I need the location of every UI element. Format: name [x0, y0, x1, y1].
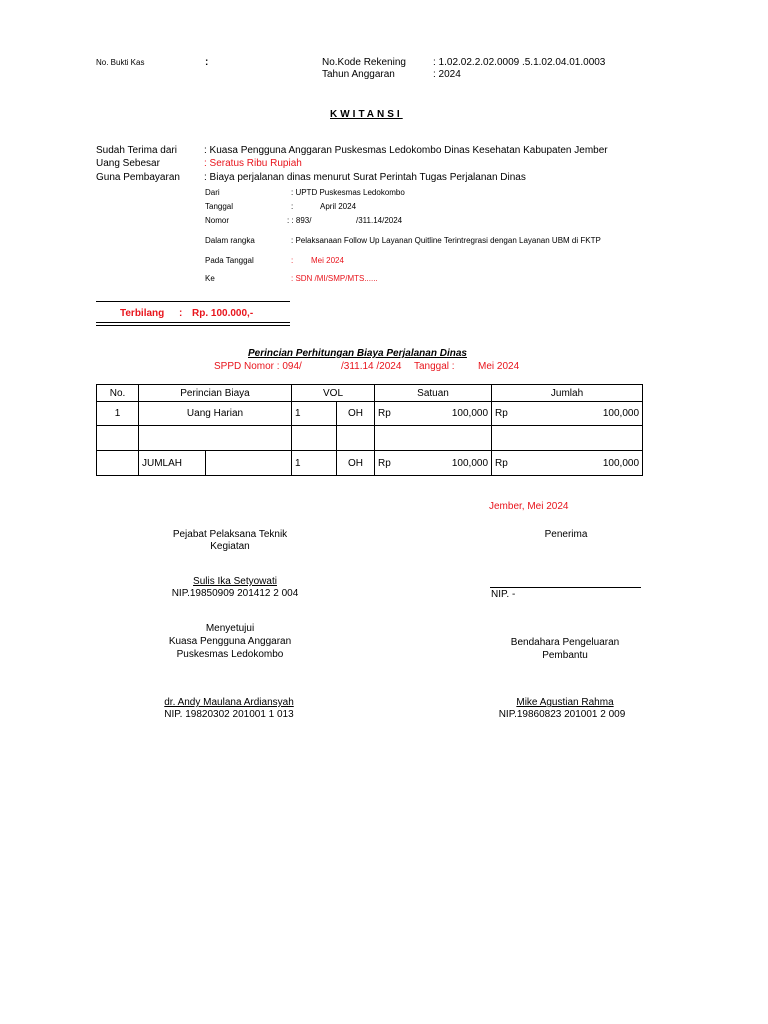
tahun-anggaran-label: Tahun Anggaran — [322, 69, 395, 80]
row-satuan — [375, 402, 492, 426]
table-empty-row — [97, 426, 643, 451]
row-jumlah — [492, 402, 643, 426]
terbilang-top-rule — [96, 301, 290, 302]
header-vol: VOL — [292, 385, 375, 402]
total-vol: 1 — [292, 451, 337, 476]
row-no: 1 — [97, 402, 139, 426]
header-satuan: Satuan — [375, 385, 492, 402]
rincian-title: Perincian Perhitungan Biaya Perjalanan Dinas — [248, 348, 467, 359]
tahun-anggaran-value: : 2024 — [433, 69, 461, 80]
table-row — [97, 402, 643, 426]
kode-rekening-value: : 1.02.02.2.02.0009 .5.1.02.04.01.0003 — [433, 57, 606, 68]
row-jumlah-currency: Rp — [495, 408, 508, 419]
place-date: Jember, Mei 2024 — [489, 501, 569, 512]
sppd-label: SPPD Nomor : 094/ — [214, 361, 302, 372]
table-header-row — [97, 385, 643, 402]
ke-label: Ke — [205, 274, 215, 283]
bendahara-title-line2: Pembantu — [542, 650, 588, 661]
row-satuan-amount: 100,000 — [451, 408, 489, 419]
tanggal-label: Tanggal — [205, 202, 234, 211]
pejabat-nip: NIP.19850909 201412 2 004 — [171, 588, 299, 599]
header-no: No. — [97, 385, 139, 402]
dari-value: : UPTD Puskesmas Ledokombo — [291, 188, 405, 197]
bukti-kas-label: No. Bukti Kas — [96, 58, 145, 67]
pada-tanggal-label: Pada Tanggal — [205, 256, 254, 265]
pada-tanggal-colon: : — [291, 256, 294, 265]
total-satuan — [375, 451, 492, 476]
nomor-label: Nomor — [205, 216, 230, 225]
tanggal-colon: : — [291, 202, 294, 211]
kpa-block — [110, 623, 350, 660]
terbilang-bottom-rule-1 — [96, 322, 290, 323]
rangka-value: : Pelaksanaan Follow Up Layanan Quitline Terintregrasi dengan Layanan UBM di FKTP — [291, 236, 601, 245]
kpa-title-line2: Puskesmas Ledokombo — [176, 649, 284, 660]
terima-label: Sudah Terima dari — [96, 145, 177, 156]
header-jumlah: Jumlah — [492, 385, 643, 402]
sppd-tanggal-value: Mei 2024 — [478, 361, 520, 372]
header-perincian: Perincian Biaya — [139, 385, 292, 402]
table-total-row — [97, 451, 643, 476]
bendahara-title-line1: Bendahara Pengeluaran — [510, 637, 620, 648]
pada-tanggal-value: Mei 2024 — [311, 256, 344, 265]
row-item: Uang Harian — [139, 402, 292, 426]
rangka-label: Dalam rangka — [205, 236, 255, 245]
penerima-nip: NIP. - — [491, 589, 516, 600]
tanggal-value: April 2024 — [320, 202, 357, 211]
row-jumlah-amount: 100,000 — [602, 408, 640, 419]
terbilang-colon: : — [179, 308, 183, 319]
terbilang-bottom-rule-2 — [96, 325, 290, 326]
terima-value: : Kuasa Pengguna Anggaran Puskesmas Ledokombo Dinas Kesehatan Kabupaten Jember — [204, 145, 608, 156]
uang-label: Uang Sebesar — [96, 158, 160, 169]
dari-label: Dari — [205, 188, 220, 197]
total-jumlah — [492, 451, 643, 476]
total-satuan-currency: Rp — [378, 457, 391, 469]
pejabat-title-line2: Kegiatan — [210, 541, 250, 552]
nomor-value: : : 893/ — [287, 216, 312, 225]
terbilang-label: Terbilang — [120, 308, 165, 319]
penerima-title: Penerima — [544, 529, 588, 540]
row-vol: 1 — [292, 402, 337, 426]
bendahara-name: Mike Agustian Rahma — [516, 697, 614, 708]
document-title: KWITANSI — [330, 109, 403, 120]
nomor-value-suffix: /311.14/2024 — [356, 216, 403, 225]
ke-value: : SDN /MI/SMP/MTS...... — [291, 274, 378, 283]
sppd-tanggal-label: Tanggal : — [414, 361, 455, 372]
bendahara-block — [445, 637, 685, 661]
total-label: JUMLAH — [139, 451, 206, 476]
pejabat-block — [110, 529, 350, 552]
total-jumlah-amount: 100,000 — [602, 457, 640, 469]
terbilang-value: Rp. 100.000,- — [192, 308, 254, 319]
sppd-number: /311.14 /2024 — [341, 361, 402, 372]
bukti-kas-colon: : — [205, 57, 209, 68]
uang-value: : Seratus Ribu Rupiah — [204, 158, 302, 169]
kpa-nip: NIP. 19820302 201001 1 013 — [164, 709, 294, 720]
bendahara-nip: NIP.19860823 201001 2 009 — [498, 709, 626, 720]
kpa-title-line1: Kuasa Pengguna Anggaran — [168, 636, 292, 647]
pejabat-title-line1: Pejabat Pelaksana Teknik — [172, 529, 288, 540]
row-unit: OH — [337, 402, 375, 426]
total-unit: OH — [337, 451, 375, 476]
total-jumlah-currency: Rp — [495, 457, 508, 469]
kode-rekening-label: No.Kode Rekening — [322, 57, 406, 68]
rincian-table — [96, 384, 643, 476]
pejabat-name: Sulis Ika Setyowati — [193, 576, 277, 587]
row-satuan-currency: Rp — [378, 408, 391, 419]
penerima-signature-line — [490, 587, 641, 588]
menyetujui-label: Menyetujui — [205, 623, 255, 634]
guna-label: Guna Pembayaran — [96, 172, 180, 183]
total-satuan-amount: 100,000 — [451, 457, 489, 469]
guna-value: : Biaya perjalanan dinas menurut Surat Perintah Tugas Perjalanan Dinas — [204, 172, 526, 183]
kpa-name: dr. Andy Maulana Ardiansyah — [164, 697, 294, 708]
